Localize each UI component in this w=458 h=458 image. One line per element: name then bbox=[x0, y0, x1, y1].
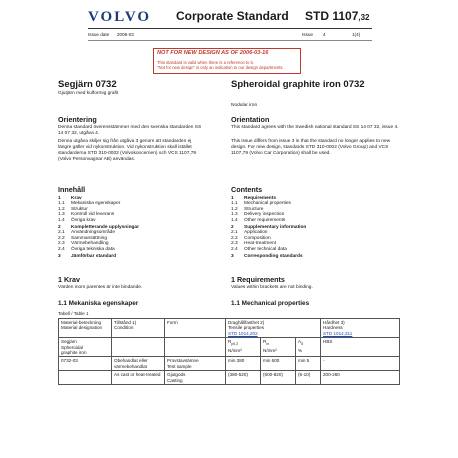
toc-number: 1.1 bbox=[58, 201, 65, 207]
toc-label: Jämförbar standard bbox=[71, 254, 117, 260]
subtitle-swedish: Gjutjärn med kulformig grafit bbox=[58, 91, 119, 96]
issue-number: 4 bbox=[323, 32, 326, 37]
orientation-paragraph-1-sv: Denna standard överensstämmer med den svenska standarden SS 14 07 32, utgåva 4. bbox=[58, 125, 202, 136]
toc-label: Other requirements bbox=[244, 217, 286, 223]
volvo-logo: VOLVO bbox=[88, 9, 152, 25]
table-caption: Tabell / Table 1 bbox=[58, 311, 89, 316]
stamp-title: NOT FOR NEW DESIGN AS OF 2006-03-16 bbox=[157, 50, 269, 56]
orientation-paragraph-2-en: This issue differs from issue 3 in that the standard no longer applies to new design. For new design, standards STD 310-0002 (Volvo Group) and VCS 1107,79 (Volvo Car Corporation) shall be used. bbox=[231, 139, 391, 156]
toc-number: 1.4 bbox=[231, 217, 238, 223]
toc-label: Delivery inspection bbox=[244, 212, 285, 218]
toc-number: 2.3 bbox=[58, 241, 65, 247]
toc-label: Structure bbox=[244, 206, 264, 212]
mechanical-heading-sv: 1.1 Mekaniska egenskaper bbox=[58, 300, 139, 307]
hb-test-sample: - bbox=[321, 357, 400, 371]
a-header: $A_5$ % bbox=[296, 338, 321, 357]
rm-min: min 600 bbox=[261, 357, 296, 371]
requirements-note-sv: Värden inom parentes är inte bindande. bbox=[58, 285, 143, 290]
toc-number: 2.1 bbox=[58, 230, 65, 236]
hardness-label: Hårdhet 3) Hardness bbox=[323, 320, 345, 331]
tensile-label: Draghållfasthet 2) Tensile properties bbox=[228, 320, 265, 331]
not-for-new-design-stamp bbox=[153, 48, 301, 74]
toc-number: 2.2 bbox=[58, 235, 65, 241]
a-range: (5-10) bbox=[296, 371, 321, 385]
orientation-heading-en: Orientation bbox=[231, 115, 270, 124]
material-code: 0732-03 bbox=[59, 357, 112, 371]
page-number: 1(4) bbox=[352, 32, 361, 37]
toc-number: 2 bbox=[231, 225, 234, 231]
contents-heading-en: Contents bbox=[231, 185, 263, 194]
toc-number: 1.1 bbox=[231, 201, 238, 207]
toc-number: 3 bbox=[231, 254, 234, 260]
toc-item bbox=[58, 254, 208, 259]
toc-number: 2.4 bbox=[58, 246, 65, 252]
requirements-heading-en: 1 Requirements bbox=[231, 275, 285, 284]
toc-number: 2 bbox=[58, 225, 61, 231]
toc-label: Kontroll vid leverans bbox=[71, 212, 115, 218]
toc-number: 1.3 bbox=[58, 212, 65, 218]
table-row bbox=[59, 357, 400, 371]
toc-label: Other technical data bbox=[244, 246, 287, 252]
header-material: Material-beteckning Material designation bbox=[59, 319, 112, 338]
toc-number: 1.3 bbox=[231, 212, 238, 218]
rp-header: $R_{p0,2}$ N/mm² bbox=[226, 338, 261, 357]
condition-sv: Obehandlat eller värmebehandlat bbox=[112, 357, 165, 371]
standard-number: STD 1107,32 bbox=[305, 9, 370, 23]
toc-label: Corresponding standards bbox=[244, 254, 303, 260]
toc-label: Värmebehandling bbox=[71, 241, 109, 247]
toc-number: 1 bbox=[231, 196, 234, 201]
hbs-header: HBS bbox=[321, 338, 400, 357]
issue-date-label: Issue date bbox=[88, 32, 110, 37]
toc-label: Composition bbox=[244, 235, 271, 241]
empty-cell bbox=[112, 338, 165, 357]
toc-label: Mechanical properties bbox=[244, 201, 291, 207]
toc-label: Heat-treatment bbox=[244, 241, 276, 247]
header-rule-2 bbox=[88, 40, 372, 41]
issue-label: Issue bbox=[302, 32, 313, 37]
hardness-standard-link[interactable]: STD 1014,311 bbox=[323, 330, 353, 336]
orientation-heading-sv: Orientering bbox=[58, 115, 97, 124]
toc-item bbox=[231, 247, 399, 252]
condition-en: As cast or heat-treated bbox=[112, 371, 165, 385]
toc-label: Övriga tekniska data bbox=[71, 246, 115, 252]
rp-min: min 380 bbox=[226, 357, 261, 371]
rp-range: (380-520) bbox=[226, 371, 261, 385]
toc-number: 1 bbox=[58, 196, 61, 201]
toc-number: 3 bbox=[58, 254, 61, 260]
a-min: min 5 bbox=[296, 357, 321, 371]
header-tensile bbox=[226, 319, 321, 338]
mechanical-heading-en: 1.1 Mechanical properties bbox=[231, 300, 310, 307]
title-swedish: Segjärn 0732 bbox=[58, 79, 117, 90]
toc-item bbox=[231, 218, 399, 223]
toc-label: Kompletterande upplysningar bbox=[71, 225, 139, 231]
mechanical-properties-table bbox=[58, 318, 400, 385]
rm-header: $R_m$ N/mm² bbox=[261, 338, 296, 357]
header-condition: Tillstånd 1) Condition bbox=[112, 319, 165, 338]
toc-number: 2.2 bbox=[231, 235, 238, 241]
toc-number: 1.2 bbox=[231, 206, 238, 212]
toc-item bbox=[231, 254, 399, 259]
orientation-paragraph-1-en: This standard agrees with the Swedish national standard SS 14 07 32, issue 4. bbox=[231, 125, 399, 130]
toc-number: 2.3 bbox=[231, 241, 238, 247]
toc-label: Användningsområde bbox=[71, 230, 116, 236]
toc-label: Application bbox=[244, 230, 268, 236]
table-row bbox=[59, 371, 400, 385]
orientation-paragraph-2-sv: Denna utgåva skiljer sig från utgåva 3 genom att standarden ej längre gäller vid nykonstruktion. Vid nykonstruktion skall istället standarderna STD 310-0002 (Volvokoncernen) och VCS 1107,79 (Volvo Personvagnar AB) användas. bbox=[58, 139, 197, 162]
toc-label: Krav bbox=[71, 196, 82, 201]
table-of-contents-en bbox=[231, 196, 399, 259]
empty-cell bbox=[59, 371, 112, 385]
toc-number: 2.4 bbox=[231, 246, 238, 252]
toc-label: Struktur bbox=[71, 206, 88, 212]
issue-date: 2006-03 bbox=[117, 32, 134, 37]
toc-label: Mekaniska egenskaper bbox=[71, 201, 121, 207]
hb-casting: 200-260 bbox=[321, 371, 400, 385]
toc-item bbox=[58, 218, 208, 223]
toc-number: 1.4 bbox=[58, 217, 65, 223]
toc-label: Övriga krav bbox=[71, 217, 96, 223]
tensile-standard-link[interactable]: STD 1014,202 bbox=[228, 330, 258, 336]
header-rule bbox=[88, 28, 372, 29]
toc-item bbox=[58, 247, 208, 252]
form-test-sample: Provstavsämne Test sample bbox=[165, 357, 226, 371]
material-name: Segjärn Spheroidal graphite iron bbox=[59, 338, 112, 357]
requirements-heading-sv: 1 Krav bbox=[58, 275, 80, 284]
header-hardness bbox=[321, 319, 400, 338]
toc-number: 2.1 bbox=[231, 230, 238, 236]
contents-heading-sv: Innehåll bbox=[58, 185, 86, 194]
title-english: Spheroidal graphite iron 0732 bbox=[231, 79, 365, 90]
form-casting: Gjutgods Casting bbox=[165, 371, 226, 385]
rm-range: (600-820) bbox=[261, 371, 296, 385]
stamp-text: This standard is valid when there is a reference to it. "Not for new design" is only an indication to our design departments. bbox=[157, 60, 284, 70]
empty-cell bbox=[165, 338, 226, 357]
toc-label: Requirements bbox=[244, 196, 276, 201]
header-form: Form bbox=[165, 319, 226, 338]
subtitle-english: Nodular iron bbox=[231, 103, 258, 108]
toc-label: Sammansättning bbox=[71, 235, 107, 241]
toc-label: Supplementary information bbox=[244, 225, 307, 231]
toc-number: 1.2 bbox=[58, 206, 65, 212]
document-type: Corporate Standard bbox=[176, 9, 289, 23]
table-of-contents-sv bbox=[58, 196, 208, 259]
requirements-note-en: Values within brackets are not binding. bbox=[231, 285, 313, 290]
